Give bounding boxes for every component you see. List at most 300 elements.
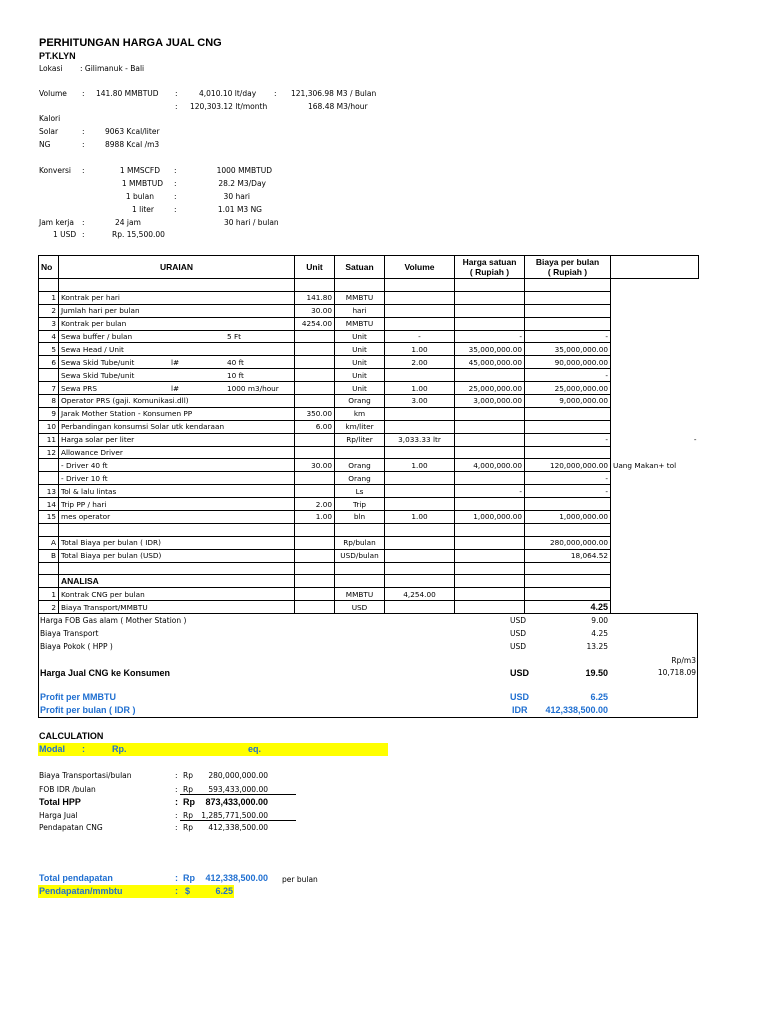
summary-row-rpm3 [39,656,697,668]
cell-satuan: Ls [335,485,385,498]
jam-kerja-colon: : [82,218,85,227]
cell-extra [611,485,699,498]
hpp-label: Biaya Pokok ( HPP ) [40,642,113,651]
cell-unit: 350.00 [295,407,335,420]
cell-volume [385,369,455,382]
uraian-text: ANALISA [61,575,99,586]
header-extra [611,256,699,279]
cell-unit [295,536,335,549]
table-row [39,433,699,446]
cell-extra [611,369,699,382]
konversi-b: 30 hari [223,192,250,201]
cell-biaya: 9,000,000.00 [525,395,611,408]
konversi-colon: : [82,166,85,175]
cell-volume [385,420,455,433]
cell-uraian [59,549,295,562]
cell-unit [295,575,335,588]
rpm3-value: 10,718.09 [657,668,696,677]
uraian-text: Perbandingan konsumsi Solar utk kendaraan [61,422,225,432]
table-row [39,562,699,575]
cell-no: 3 [39,317,59,330]
calc-row-value: 593,433,000.00 [208,785,268,794]
cell-volume [385,575,455,588]
cell-no: 12 [39,446,59,459]
uraian-spec: 1000 m3/hour [227,383,279,393]
total-pendapatan-label: Total pendapatan [39,873,113,883]
table-row [39,407,699,420]
cell-uraian [59,511,295,524]
uraian-text: Sewa Head / Unit [61,344,124,354]
cell-extra [611,498,699,511]
pendapatan-mmbtu-value: 6.25 [215,886,233,896]
cell-biaya: - [525,472,611,485]
cell-volume: 1.00 [385,511,455,524]
cell-unit [295,549,335,562]
cell-uraian [59,446,295,459]
jual-currency: USD [510,668,530,678]
hpp-value: 13.25 [586,642,608,651]
cell-satuan: km/liter [335,420,385,433]
cell-satuan: Unit [335,343,385,356]
transport-value: 4.25 [591,629,608,638]
cell-volume [385,485,455,498]
cell-no [39,562,59,575]
modal-rp: Rp. [112,744,127,754]
cell-biaya [525,420,611,433]
table-row [39,304,699,317]
cell-satuan: Orang [335,459,385,472]
uraian-text: Sewa PRS [61,383,97,393]
table-row [39,472,699,485]
cell-no: 2 [39,304,59,317]
cell-volume [385,536,455,549]
cell-unit [295,601,335,614]
cell-volume [385,523,455,536]
cell-biaya: 25,000,000.00 [525,382,611,395]
cell-harga: - [455,485,525,498]
ng-value: 8988 Kcal /m3 [105,140,160,149]
profit-bulan-currency: IDR [512,705,528,715]
cell-biaya: 4.25 [525,601,611,614]
uraian-text: Jumlah hari per bulan [61,306,140,316]
calc-row-value: 280,000,000.00 [208,771,268,780]
cell-unit [295,562,335,575]
cell-uraian [59,330,295,343]
cell-satuan [335,446,385,459]
cell-unit: 2.00 [295,498,335,511]
cell-unit: 141.80 [295,291,335,304]
modal-colon: : [82,744,85,754]
cell-unit [295,588,335,601]
cell-uraian [59,485,295,498]
total-pendapatan-value: 412,338,500.00 [205,873,268,883]
cell-no [39,279,59,292]
cell-biaya [525,407,611,420]
cell-volume: 1.00 [385,382,455,395]
lokasi-label: Lokasi [39,64,63,73]
cell-harga [455,433,525,446]
cell-uraian [59,575,295,588]
cell-uraian [59,407,295,420]
cell-uraian [59,279,295,292]
header-harga-line2: ( Rupiah ) [469,267,510,277]
cell-no: 5 [39,343,59,356]
cell-harga [455,536,525,549]
cell-unit [295,356,335,369]
cell-extra [611,420,699,433]
volume-label: Volume [39,89,67,98]
konversi-label: Konversi [39,166,72,175]
konversi-row-colon: : [174,192,177,201]
table-row [39,343,699,356]
cell-unit [295,485,335,498]
calc-row-rp: Rp [183,797,195,807]
cell-satuan: km [335,407,385,420]
cell-no: 14 [39,498,59,511]
uraian-text: - Driver 10 ft [61,473,108,483]
cell-volume [385,304,455,317]
cell-uraian [59,343,295,356]
cell-uraian [59,395,295,408]
konversi-a: 1 MMBTUD [121,179,163,188]
kalori-label: Kalori [39,114,61,123]
cell-satuan: MMBTU [335,317,385,330]
cell-biaya [525,446,611,459]
company-name: PT.KLYN [39,51,76,61]
cell-harga: 3,000,000.00 [455,395,525,408]
cell-satuan: USD/bulan [335,549,385,562]
cell-no: 6 [39,356,59,369]
cell-harga [455,317,525,330]
cell-uraian [59,562,295,575]
calc-row-colon: : [175,823,178,832]
cell-volume [385,279,455,292]
uraian-text: Allowance Driver [61,448,123,458]
cell-unit [295,472,335,485]
cell-no: 9 [39,407,59,420]
cell-unit: 4254.00 [295,317,335,330]
profit-bulan-label: Profit per bulan ( IDR ) [40,705,136,715]
cell-uraian [59,498,295,511]
cell-harga [455,279,525,292]
cell-unit [295,279,335,292]
cell-volume: - [385,330,455,343]
cell-harga [455,369,525,382]
calc-row-colon: : [175,811,178,820]
cell-volume: 2.00 [385,356,455,369]
cell-harga: 35,000,000.00 [455,343,525,356]
cell-extra: Uang Makan+ tol [613,460,677,470]
cell-satuan [335,562,385,575]
cell-biaya [525,575,611,588]
fob-label: Harga FOB Gas alam ( Mother Station ) [40,616,187,625]
calc-row-label: Harga Jual [39,811,78,820]
cell-unit [295,330,335,343]
calc-row-rp: Rp [183,771,193,780]
cell-harga [455,407,525,420]
cell-volume [385,407,455,420]
cell-extra [611,588,699,601]
cell-no: 8 [39,395,59,408]
uraian-spec: 10 ft [227,370,244,380]
profit-mmbtu-currency: USD [510,692,530,702]
profit-mmbtu-label: Profit per MMBTU [40,692,116,702]
cell-harga [455,498,525,511]
header-biaya-line1: Biaya per bulan [535,257,600,267]
modal-eq: eq. [248,744,262,754]
profit-bulan-value: 412,338,500.00 [545,705,608,715]
summary-row-profit-bulan [39,705,697,717]
cell-no: 1 [39,588,59,601]
table-row [39,382,699,395]
calc-row-value: 412,338,500.00 [208,823,268,832]
cell-volume: 1.00 [385,459,455,472]
table-row [39,420,699,433]
cell-satuan [335,575,385,588]
calc-divider [180,820,296,821]
konversi-b: 1000 MMBTUD [216,166,272,175]
cell-harga [455,472,525,485]
summary-box [38,613,698,718]
table-row [39,511,699,524]
cell-satuan: Rp/bulan [335,536,385,549]
cell-no: A [39,536,59,549]
uraian-text: Sewa Skid Tube/unit [61,357,135,367]
cell-no [39,459,59,472]
volume-mmbtud: 141.80 MMBTUD [96,89,159,98]
cell-biaya [525,304,611,317]
cell-extra [611,472,699,485]
cell-no [39,369,59,382]
cell-biaya: 120,000,000.00 [525,459,611,472]
cell-extra [611,536,699,549]
cell-uraian [59,536,295,549]
cell-uraian [59,420,295,433]
uraian-text: Operator PRS (gaji. Komunikasi.dll) [61,396,189,406]
header-harga-line1: Harga satuan [462,257,517,267]
cell-extra [611,407,699,420]
cell-volume [385,549,455,562]
konversi-row-colon: : [174,179,177,188]
uraian-text: Trip PP / hari [61,499,107,509]
cell-uraian [59,459,295,472]
cell-no: 4 [39,330,59,343]
calc-row-colon: : [175,785,178,794]
total-pendapatan-rp: Rp [183,873,195,883]
header-satuan: Satuan [335,256,385,279]
cell-unit: 6.00 [295,420,335,433]
calc-row-label: Pendapatan CNG [39,823,103,832]
uraian-spec: 40 ft [227,357,244,367]
cell-satuan: Unit [335,369,385,382]
cell-biaya: - [525,485,611,498]
calc-row-colon: : [175,771,178,780]
cell-satuan: Unit [335,330,385,343]
cell-volume [385,446,455,459]
cell-volume: 3,033.33 ltr [385,433,455,446]
table-row [39,536,699,549]
calc-row-label: Total HPP [39,797,81,807]
cell-volume [385,601,455,614]
cell-biaya [525,498,611,511]
cell-no: 2 [39,601,59,614]
volume-m3bulan: 121,306.98 M3 / Bulan [291,89,377,98]
solar-value: 9063 Kcal/liter [105,127,160,136]
cell-biaya: 90,000,000.00 [525,356,611,369]
volume-ltday: 4,010.10 lt/day [199,89,257,98]
cell-volume [385,498,455,511]
cell-harga: 25,000,000.00 [455,382,525,395]
header-uraian: URAIAN [59,256,295,279]
uraian-text: Tol & lalu lintas [61,486,117,496]
cell-harga [455,523,525,536]
document-title: PERHITUNGAN HARGA JUAL CNG [39,37,222,49]
volume-m3hour: 168.48 M3/hour [308,102,368,111]
konversi-row-colon: : [174,166,177,175]
cell-uraian [59,588,295,601]
uraian-marker: l# [171,357,180,367]
table-row [39,459,699,472]
jam-kerja-right: 30 hari / bulan [224,218,279,227]
table-row [39,588,699,601]
rpm3-label: Rp/m3 [671,656,696,665]
cell-uraian [59,601,295,614]
cell-satuan [335,279,385,292]
konversi-b: 1.01 M3 NG [217,205,262,214]
transport-label: Biaya Transport [40,629,99,638]
cell-extra [611,382,699,395]
cell-harga [455,304,525,317]
profit-mmbtu-value: 6.25 [590,692,608,702]
cell-unit [295,523,335,536]
table-row [39,395,699,408]
header-biaya-bulan [525,256,611,279]
cell-extra [611,330,699,343]
solar-label: Solar [39,127,59,136]
table-header-row [39,256,699,279]
uraian-text: Kontrak per bulan [61,319,127,329]
usd-colon: : [82,230,85,239]
cell-uraian [59,356,295,369]
table-row [39,369,699,382]
cell-satuan: Rp/liter [335,433,385,446]
cell-no: 11 [39,433,59,446]
cell-satuan: USD [335,601,385,614]
cell-unit [295,369,335,382]
pendapatan-mmbtu-colon: : [175,886,178,896]
cell-extra [611,562,699,575]
usd-value: Rp. 15,500.00 [112,230,165,239]
table-row [39,317,699,330]
cell-harga: 4,000,000.00 [455,459,525,472]
header-volume: Volume [385,256,455,279]
lokasi-value: : Gilimanuk - Bali [80,64,145,73]
cell-volume: 4,254.00 [385,588,455,601]
cell-uraian [59,472,295,485]
cell-biaya [525,317,611,330]
cell-no: 1 [39,291,59,304]
cell-harga [455,446,525,459]
cell-volume: 3.00 [385,395,455,408]
summary-row-hpp [39,642,697,654]
cell-satuan: hari [335,304,385,317]
cell-extra [611,511,699,524]
cell-extra [611,395,699,408]
fob-currency: USD [510,616,527,625]
table-row [39,523,699,536]
header-harga-satuan [455,256,525,279]
konversi-a: 1 liter [132,205,154,214]
table-row [39,549,699,562]
table-row [39,601,699,614]
calc-row-label: Biaya Transportasi/bulan [39,771,132,780]
cell-extra [611,304,699,317]
transport-currency: USD [510,629,527,638]
calc-row-rp: Rp [183,785,193,794]
table-row [39,279,699,292]
volume-colon: : [175,102,178,111]
uraian-text: mes operator [61,512,111,522]
solar-colon: : [82,127,85,136]
header-unit: Unit [295,256,335,279]
cell-biaya: - [525,330,611,343]
cell-biaya [525,562,611,575]
jual-label: Harga Jual CNG ke Konsumen [40,668,171,678]
cell-harga [455,420,525,433]
konversi-b: 28.2 M3/Day [218,179,266,188]
calc-row-rp: Rp [183,811,193,820]
cell-no: 13 [39,485,59,498]
ng-colon: : [82,140,85,149]
cell-volume [385,472,455,485]
cell-unit [295,433,335,446]
calculation-title: CALCULATION [39,731,104,741]
uraian-text: Kontrak per hari [61,293,120,303]
uraian-text: Total Biaya per bulan (USD) [61,551,162,561]
cell-satuan: Unit [335,356,385,369]
cell-harga [455,291,525,304]
cell-no: 10 [39,420,59,433]
fob-value: 9.00 [591,616,608,625]
summary-row-transport [39,629,697,641]
table-row [39,291,699,304]
uraian-spec: 5 Ft [227,332,242,341]
table-row [39,446,699,459]
cell-extra [611,575,699,588]
cell-biaya [525,523,611,536]
cell-uraian [59,304,295,317]
cell-unit: 1.00 [295,511,335,524]
uraian-text: Total Biaya per bulan ( IDR) [61,538,161,548]
modal-highlight [38,743,388,756]
header-biaya-line2: ( Rupiah ) [547,267,588,277]
cell-biaya: 35,000,000.00 [525,343,611,356]
cell-extra [611,549,699,562]
cell-extra [611,317,699,330]
cell-biaya: 280,000,000.00 [525,536,611,549]
cell-uraian [59,382,295,395]
cell-unit [295,446,335,459]
cell-uraian [59,433,295,446]
cell-volume [385,317,455,330]
table-row [39,575,699,588]
cell-no: 7 [39,382,59,395]
pendapatan-mmbtu-label: Pendapatan/mmbtu [39,886,123,896]
cell-harga: 1,000,000.00 [455,511,525,524]
calc-row-value: 1,285,771,500.00 [201,811,268,820]
cell-satuan: MMBTU [335,588,385,601]
cell-extra [611,446,699,459]
